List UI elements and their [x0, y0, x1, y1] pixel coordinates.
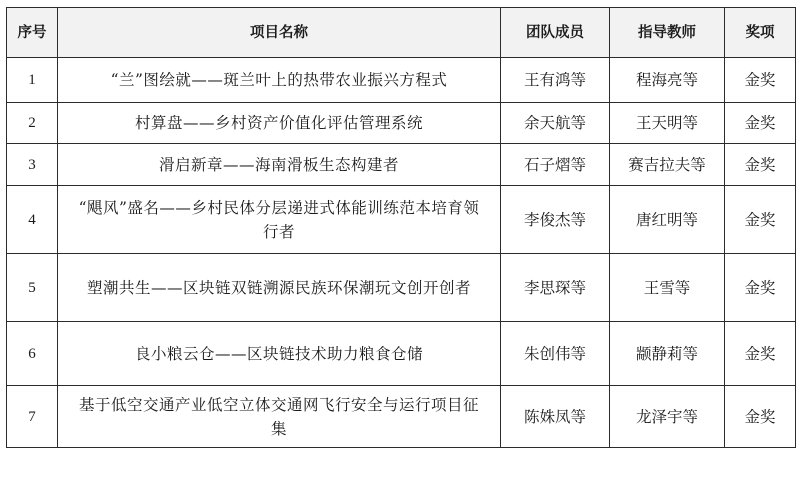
table-header-row — [7, 8, 796, 58]
row-advisor: 程海亮等 — [610, 58, 725, 103]
table-row — [7, 254, 796, 322]
row-index: 6 — [7, 322, 58, 386]
header-advisor: 指导教师 — [610, 8, 725, 58]
row-index: 3 — [7, 144, 58, 186]
row-team-members: 王有鸿等 — [501, 58, 610, 103]
row-index: 4 — [7, 186, 58, 254]
row-award: 金奖 — [725, 322, 796, 386]
row-advisor: 王天明等 — [610, 103, 725, 144]
row-award: 金奖 — [725, 103, 796, 144]
awards-table-container — [6, 7, 796, 448]
table-row — [7, 58, 796, 103]
row-award: 金奖 — [725, 144, 796, 186]
row-index: 1 — [7, 58, 58, 103]
row-award: 金奖 — [725, 254, 796, 322]
row-advisor: 龙泽宇等 — [610, 386, 725, 448]
row-advisor: 王雪等 — [610, 254, 725, 322]
row-index: 5 — [7, 254, 58, 322]
header-project-name: 项目名称 — [58, 8, 501, 58]
row-project-name: “飓风”盛名——乡村民体分层递进式体能训练范本培育领行者 — [58, 186, 501, 254]
row-project-name: “兰”图绘就——斑兰叶上的热带农业振兴方程式 — [58, 58, 501, 103]
row-award: 金奖 — [725, 186, 796, 254]
row-team-members: 李思琛等 — [501, 254, 610, 322]
row-project-name: 基于低空交通产业低空立体交通网飞行安全与运行项目征集 — [58, 386, 501, 448]
row-team-members: 李俊杰等 — [501, 186, 610, 254]
row-project-name: 良小粮云仓——区块链技术助力粮食仓储 — [58, 322, 501, 386]
header-index: 序号 — [7, 8, 58, 58]
header-award: 奖项 — [725, 8, 796, 58]
table-row — [7, 186, 796, 254]
row-project-name: 塑潮共生——区块链双链溯源民族环保潮玩文创开创者 — [58, 254, 501, 322]
table-row — [7, 144, 796, 186]
row-index: 7 — [7, 386, 58, 448]
row-project-name: 村算盘——乡村资产价值化评估管理系统 — [58, 103, 501, 144]
row-award: 金奖 — [725, 386, 796, 448]
row-team-members: 石子熠等 — [501, 144, 610, 186]
row-advisor: 颛静莉等 — [610, 322, 725, 386]
row-award: 金奖 — [725, 58, 796, 103]
row-advisor: 赛吉拉夫等 — [610, 144, 725, 186]
table-row — [7, 386, 796, 448]
row-project-name: 滑启新章——海南滑板生态构建者 — [58, 144, 501, 186]
row-advisor: 唐红明等 — [610, 186, 725, 254]
header-team-members: 团队成员 — [501, 8, 610, 58]
row-team-members: 朱创伟等 — [501, 322, 610, 386]
row-team-members: 陈姝凤等 — [501, 386, 610, 448]
table-row — [7, 322, 796, 386]
awards-table — [6, 7, 796, 448]
row-team-members: 余天航等 — [501, 103, 610, 144]
row-index: 2 — [7, 103, 58, 144]
table-row — [7, 103, 796, 144]
